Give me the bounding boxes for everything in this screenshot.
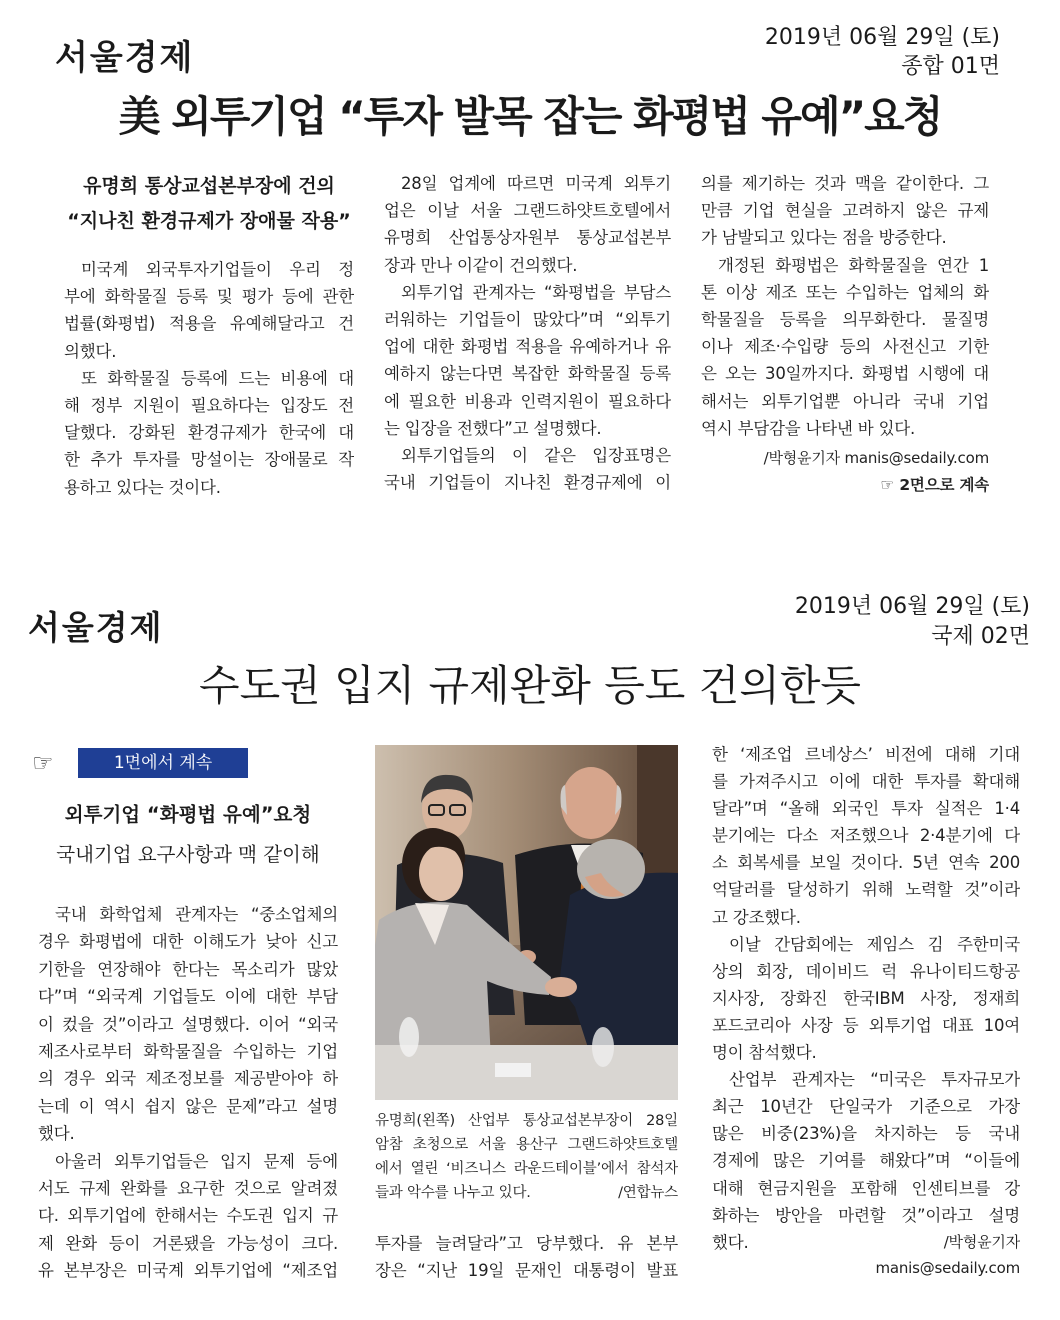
article1-subhead-1: 유명희 통상교섭본부장에 건의	[83, 175, 335, 197]
article2-column-3	[712, 741, 1020, 1280]
pointing-hand-icon: ☞	[32, 749, 54, 777]
body-line: 투자를 늘려달라”고 당부했다. 유 본부	[375, 1234, 678, 1253]
body-line: 가 남발되고 있다는 점을 방증한다.	[701, 228, 947, 248]
caption-line: 유명희(왼쪽) 산업부 통상교섭본부장이 28일	[375, 1113, 678, 1129]
article1-continued	[701, 472, 989, 499]
pointing-hand-icon: ☞	[880, 476, 895, 495]
body-line: 기한을 연장해야 한다는 목소리가 많았	[38, 959, 338, 979]
article2-headline: 수도권 입지 규제완화 등도 건의한듯	[199, 661, 861, 710]
body-line: 이나 제조·수입량 등의 사전신고 기한	[701, 337, 989, 357]
article1-date: 2019년 06월 29일 (토)	[764, 25, 1000, 50]
body-line: 국내 화학업체 관계자는 “중소업체의	[55, 905, 338, 924]
body-line: 이날 간담회에는 제임스 김 주한미국	[729, 934, 1020, 954]
body-line: 한 ‘제조업 르네상스’ 비전에 대해 기대	[712, 745, 1020, 764]
body-line: 상의 회장, 데이비드 럭 유나이티드항공	[712, 961, 1020, 981]
body-line: 개정된 화평법은 화학물질을 연간 1	[718, 255, 989, 275]
article1-subhead-2: “지나친 환경규제가 장애물 작용”	[67, 210, 351, 232]
body-line: 유명희 산업통상자원부 통상교섭본부	[384, 228, 671, 248]
body-line: 장은 “지난 19일 문재인 대통령이 발표	[375, 1261, 678, 1281]
article1-column-2	[384, 170, 671, 496]
body-line: 또 화학물질 등록에 드는 비용에 대	[81, 368, 354, 388]
body-line: 업은 이날 서울 그랜드하얏트호텔에서	[384, 201, 671, 221]
article2-section: 국제 02면	[931, 624, 1030, 649]
body-line: 고 강조했다.	[712, 907, 801, 927]
body-line: 많은 비중(23%)을 차지하는 등 국내	[712, 1124, 1020, 1144]
article2-reporter: /박형윤기자	[943, 1232, 1020, 1251]
caption-line: 암참 초청으로 서울 용산구 그랜드하얏트호텔	[375, 1137, 678, 1153]
body-line: 포드코리아 사장 등 외투기업 대표 10여	[712, 1015, 1020, 1035]
body-line: 는 입장을 전했다”고 설명했다.	[384, 418, 602, 438]
body-line: 용하고 있다는 것이다.	[64, 477, 221, 497]
body-line: 소 회복세를 보일 것이다. 5년 연속 200	[712, 853, 1020, 873]
article2-subhead-2: 국내기업 요구사항과 맥 같이해	[56, 843, 320, 866]
body-line: 해서는 외투기업뿐 아니라 국내 기업	[701, 391, 989, 411]
body-line: 역시 부담감을 나타낸 바 있다.	[701, 418, 916, 438]
body-line: 아울러 외투기업들은 입지 문제 등에	[55, 1151, 338, 1171]
body-line	[712, 1229, 1020, 1256]
body-line: 부에 화학물질 등록 및 평가 등에 관한	[64, 287, 354, 307]
body-line: 국내 기업들이 지나친 환경규제에 이	[384, 473, 671, 493]
photo-handshake	[545, 977, 577, 997]
photo-caption	[375, 1109, 678, 1205]
body-line: 학물질을 등록을 의무화한다. 물질명	[701, 309, 989, 329]
body-line: 서도 규제 완화를 요구한 것으로 알려졌	[38, 1178, 338, 1198]
body-line: 분기에는 다소 저조했으나 2·4분기에 다	[712, 826, 1020, 846]
article1-headline: 美 외투기업 “투자 발목 잡는 화평법 유예”요청	[118, 92, 942, 141]
body-line: 를 가져주시고 이에 대한 투자를 확대해	[712, 772, 1020, 792]
handshake-photo	[375, 745, 678, 1100]
photo-credit: /연합뉴스	[618, 1185, 678, 1201]
body-line: 제조사로부터 화학물질을 수입하는 기업	[38, 1041, 338, 1061]
body-line: 했다.	[38, 1124, 75, 1144]
body-line: 산업부 관계자는 “미국은 투자규모가	[729, 1070, 1020, 1090]
body-line: 외투기업 관계자는 “화평법을 부담스	[401, 282, 671, 302]
body-line: 억달러를 달성하기 위해 노력할 것”이라	[712, 880, 1020, 900]
article1-column-1	[64, 256, 354, 501]
body-line: 은 오는 30일까지다. 화평법 시행에 대	[701, 364, 989, 384]
body-line: 달라”며 “올해 외국인 투자 실적은 1·4	[712, 799, 1020, 819]
caption-line	[375, 1181, 678, 1205]
continued-label: 2면으로 계속	[899, 476, 989, 495]
body-line: 외투기업들의 이 같은 입장표명은	[401, 445, 671, 465]
body-line: 예하지 않는다면 복잡한 화학물질 등록	[384, 364, 671, 384]
body-line: 장과 만나 이같이 건의했다.	[384, 255, 578, 275]
body-line: 다”며 “외국계 기업들도 이에 대한 부담	[38, 987, 338, 1007]
caption-text: 들과 악수를 나누고 있다.	[375, 1185, 531, 1201]
article2-subhead-1: 외투기업 “화평법 유예”요청	[64, 803, 312, 826]
article1-masthead: 서울경제	[55, 38, 195, 78]
article2-date: 2019년 06월 29일 (토)	[794, 594, 1030, 619]
body-line: 경제에 많은 기여를 해왔다”며 “이들에	[712, 1151, 1020, 1171]
article1-column-3	[701, 170, 989, 499]
body-line: 대해 현금지원을 포함해 인센티브를 강	[712, 1178, 1020, 1198]
body-line: 만큼 기업 현실을 고려하지 않은 규제	[701, 201, 989, 221]
body-line: 명이 참석했다.	[712, 1043, 817, 1063]
article1-byline: /박형윤기자 manis@sedaily.com	[763, 448, 989, 467]
article2-masthead: 서울경제	[28, 608, 164, 647]
body-line: 의 경우 외국 제조정보를 제공받아야 하	[38, 1069, 338, 1089]
body-line: 화하는 방안을 마련할 것”이라고 설명	[712, 1205, 1020, 1225]
body-line: 의했다.	[64, 341, 117, 361]
body-line: 경우 화평법에 대한 이해도가 낮아 신고	[38, 932, 338, 952]
body-line: 에 필요한 비용과 인력지원이 필요하다	[384, 391, 671, 411]
body-line: 미국계 외국투자기업들이 우리 정	[81, 260, 354, 279]
body-line: 지사장, 장화진 한국IBM 사장, 정재희	[712, 988, 1020, 1008]
body-line: 법률(화평법) 적용을 유예해달라고 건	[64, 314, 354, 334]
body-line: 유 본부장은 미국계 외투기업에 “제조업	[38, 1261, 338, 1281]
body-line: 달했다. 강화된 환경규제가 한국에 대	[64, 423, 354, 443]
article2-column-2	[375, 1230, 678, 1285]
article2-column-1	[38, 901, 338, 1284]
article2-email: manis@sedaily.com	[875, 1258, 1020, 1277]
body-line: 는데 이 역시 쉽지 않은 문제”라고 설명	[38, 1096, 338, 1116]
body-line: 의를 제기하는 것과 맥을 같이한다. 그	[701, 174, 989, 193]
body-line: 다. 외투기업에 한해서는 수도권 입지 규	[38, 1206, 338, 1226]
body-text: 했다.	[712, 1232, 749, 1252]
body-line: 러워하는 기업들이 많았다”며 “외투기	[384, 309, 671, 329]
continued-from-badge: 1면에서 계속	[78, 748, 248, 778]
article1-section: 종합 01면	[901, 54, 1000, 79]
body-line: 최근 10년간 단일국가 기준으로 가장	[712, 1097, 1020, 1117]
body-line: 28일 업계에 따르면 미국계 외투기	[401, 174, 671, 193]
body-line: 제 완화 등이 거론됐을 가능성이 크다.	[38, 1233, 338, 1253]
body-line: 이 컸을 것”이라고 설명했다. 이어 “외국	[38, 1014, 338, 1034]
body-line: 해 정부 지원이 필요하다는 입장도 전	[64, 395, 354, 415]
body-line: 톤 이상 제조 또는 수입하는 업체의 화	[701, 282, 989, 302]
caption-line: 에서 열린 ‘비즈니스 라운드테이블’에서 참석자	[375, 1161, 678, 1177]
body-line: 업에 대한 화평법 적용을 유예하거나 유	[384, 337, 671, 357]
body-line: 한 추가 투자를 망설이는 장애물로 작	[64, 450, 354, 470]
